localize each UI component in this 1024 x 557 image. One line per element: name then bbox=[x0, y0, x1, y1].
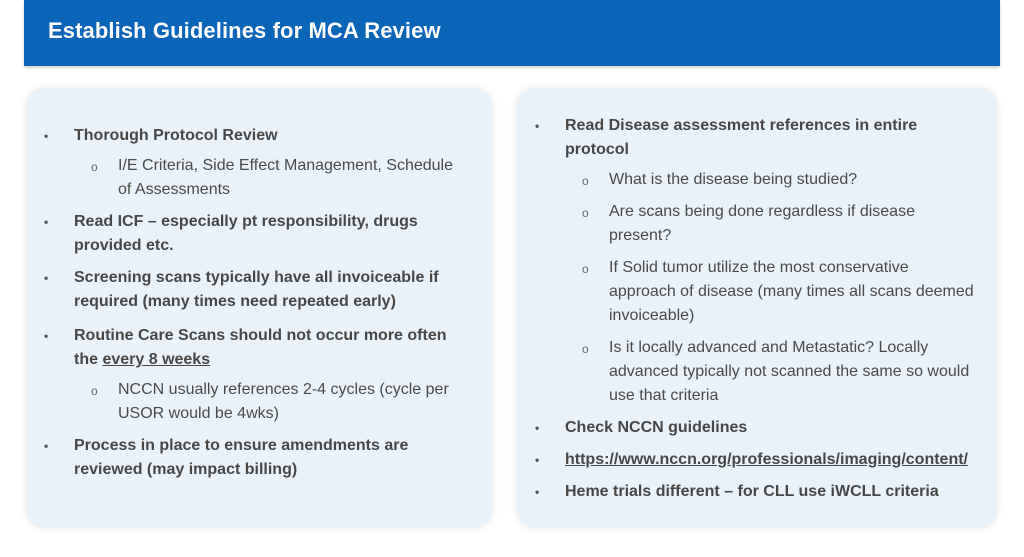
bullet-icon: • bbox=[535, 421, 540, 435]
underlined-text: every 8 weeks bbox=[102, 351, 211, 368]
bullet-icon: • bbox=[44, 215, 49, 229]
bullet-text: Process in place to ensure amendments are reviewed (may impact billing) bbox=[74, 437, 409, 478]
list-item bbox=[517, 480, 977, 504]
bullet-icon: • bbox=[535, 485, 540, 499]
list-item bbox=[26, 124, 466, 202]
list-item bbox=[26, 324, 466, 426]
list-item bbox=[26, 434, 466, 482]
bullet-icon: • bbox=[535, 119, 540, 133]
sub-bullet-text: Is it locally advanced and Metastatic? Locally advanced typically not scanned the same so would use that criteria bbox=[609, 339, 970, 404]
sub-bullet-list bbox=[565, 168, 977, 408]
list-item bbox=[517, 416, 977, 440]
list-item bbox=[565, 168, 977, 192]
sub-bullet-icon: o bbox=[582, 206, 589, 220]
bullet-icon: • bbox=[44, 329, 49, 343]
sub-bullet-text: Are scans being done regardless if disease present? bbox=[609, 203, 915, 244]
bullet-text: Read Disease assessment references in entire protocol bbox=[565, 117, 918, 158]
sub-bullet-list bbox=[74, 378, 466, 426]
left-bullet-list bbox=[26, 124, 466, 490]
bullet-text: Routine Care Scans should not occur more often the bbox=[74, 327, 447, 368]
bullet-text: Screening scans typically have all invoiceable if required (many times need repeated early) bbox=[74, 269, 439, 310]
bullet-icon: • bbox=[44, 439, 49, 453]
list-item bbox=[565, 200, 977, 248]
sub-bullet-icon: o bbox=[91, 384, 98, 398]
list-item bbox=[565, 256, 977, 328]
list-item bbox=[565, 336, 977, 408]
slide-header bbox=[24, 0, 1000, 66]
sub-bullet-text: NCCN usually references 2-4 cycles (cycle per USOR would be 4wks) bbox=[118, 381, 449, 422]
bullet-icon: • bbox=[535, 453, 540, 467]
sub-bullet-list bbox=[74, 154, 466, 202]
bullet-icon: • bbox=[44, 129, 49, 143]
list-item bbox=[517, 448, 977, 472]
bullet-text: Check NCCN guidelines bbox=[565, 419, 748, 436]
list-item bbox=[74, 154, 466, 202]
nccn-link[interactable]: https://www.nccn.org/professionals/imaging/content/ bbox=[565, 451, 968, 468]
sub-bullet-text: If Solid tumor utilize the most conservative approach of disease (many times all scans deemed invoiceable) bbox=[609, 259, 974, 324]
list-item bbox=[517, 114, 977, 408]
list-item bbox=[26, 210, 466, 258]
right-panel bbox=[517, 88, 997, 528]
sub-bullet-icon: o bbox=[582, 262, 589, 276]
sub-bullet-text: I/E Criteria, Side Effect Management, Schedule of Assessments bbox=[118, 157, 453, 198]
sub-bullet-icon: o bbox=[91, 160, 98, 174]
list-item bbox=[26, 266, 466, 314]
list-item bbox=[74, 378, 466, 426]
right-bullet-list bbox=[517, 114, 977, 512]
bullet-text: Heme trials different – for CLL use iWCLL criteria bbox=[565, 483, 939, 500]
sub-bullet-icon: o bbox=[582, 174, 589, 188]
bullet-icon: • bbox=[44, 271, 49, 285]
sub-bullet-text: What is the disease being studied? bbox=[609, 171, 858, 188]
bullet-text: Thorough Protocol Review bbox=[74, 127, 278, 144]
left-panel bbox=[26, 88, 492, 528]
slide-title: Establish Guidelines for MCA Review bbox=[48, 18, 441, 43]
sub-bullet-icon: o bbox=[582, 342, 589, 356]
bullet-text: Read ICF – especially pt responsibility, drugs provided etc. bbox=[74, 213, 418, 254]
